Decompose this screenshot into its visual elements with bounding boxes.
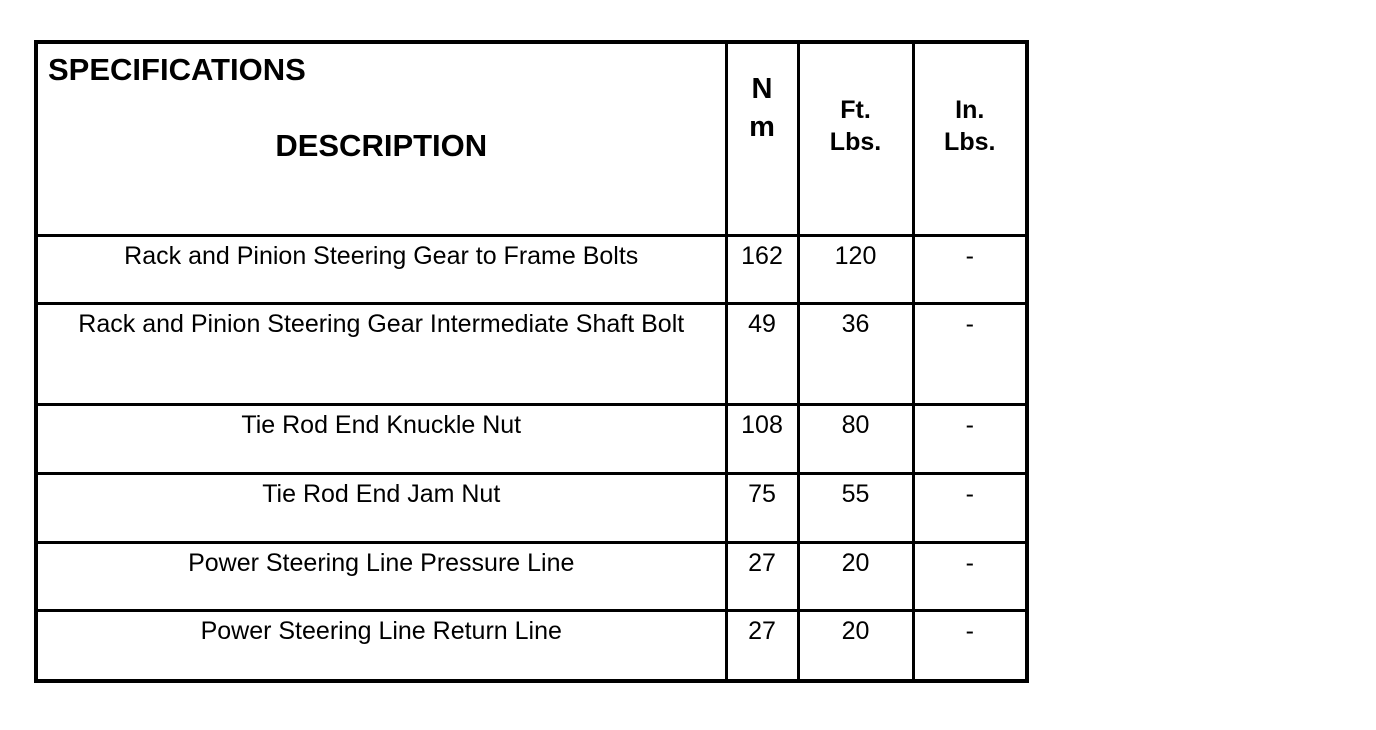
description-cell: Rack and Pinion Steering Gear to Frame Bolts — [36, 235, 726, 303]
in-lbs-cell: - — [913, 473, 1027, 542]
table-row — [36, 303, 1027, 404]
table-row — [36, 542, 1027, 610]
in-lbs-cell: - — [913, 610, 1027, 681]
description-header-cell — [36, 42, 726, 235]
nm-cell: 49 — [726, 303, 798, 404]
description-column-header: DESCRIPTION — [275, 128, 488, 163]
table-header-row — [36, 42, 1027, 235]
specifications-table — [34, 40, 1029, 683]
description-cell: Power Steering Line Return Line — [36, 610, 726, 681]
nm-cell: 27 — [726, 542, 798, 610]
ft-lbs-cell: 55 — [798, 473, 913, 542]
table-row — [36, 610, 1027, 681]
ft-lbs-cell: 20 — [798, 610, 913, 681]
ft-header-line2: Lbs. — [829, 128, 882, 156]
nm-header-line1: N — [751, 73, 773, 105]
description-cell: Tie Rod End Knuckle Nut — [36, 404, 726, 473]
table-row — [36, 473, 1027, 542]
nm-column-header — [726, 42, 798, 235]
ft-lbs-cell: 80 — [798, 404, 913, 473]
ft-lbs-column-header — [798, 42, 913, 235]
nm-header-line2: m — [749, 111, 775, 143]
ft-lbs-cell: 20 — [798, 542, 913, 610]
nm-cell: 108 — [726, 404, 798, 473]
ft-header-line1: Ft. — [840, 96, 871, 124]
nm-cell: 75 — [726, 473, 798, 542]
nm-cell: 162 — [726, 235, 798, 303]
in-lbs-cell: - — [913, 404, 1027, 473]
in-lbs-cell: - — [913, 235, 1027, 303]
nm-cell: 27 — [726, 610, 798, 681]
table-row — [36, 235, 1027, 303]
description-cell: Tie Rod End Jam Nut — [36, 473, 726, 542]
ft-lbs-cell: 36 — [798, 303, 913, 404]
in-lbs-column-header — [913, 42, 1027, 235]
ft-lbs-cell: 120 — [798, 235, 913, 303]
in-header-line2: Lbs. — [944, 128, 996, 156]
description-cell: Power Steering Line Pressure Line — [36, 542, 726, 610]
table-row — [36, 404, 1027, 473]
in-lbs-cell: - — [913, 303, 1027, 404]
in-lbs-cell: - — [913, 542, 1027, 610]
in-header-line1: In. — [955, 96, 985, 124]
description-cell: Rack and Pinion Steering Gear Intermediate Shaft Bolt — [36, 303, 726, 404]
specifications-title: SPECIFICATIONS — [48, 52, 306, 87]
